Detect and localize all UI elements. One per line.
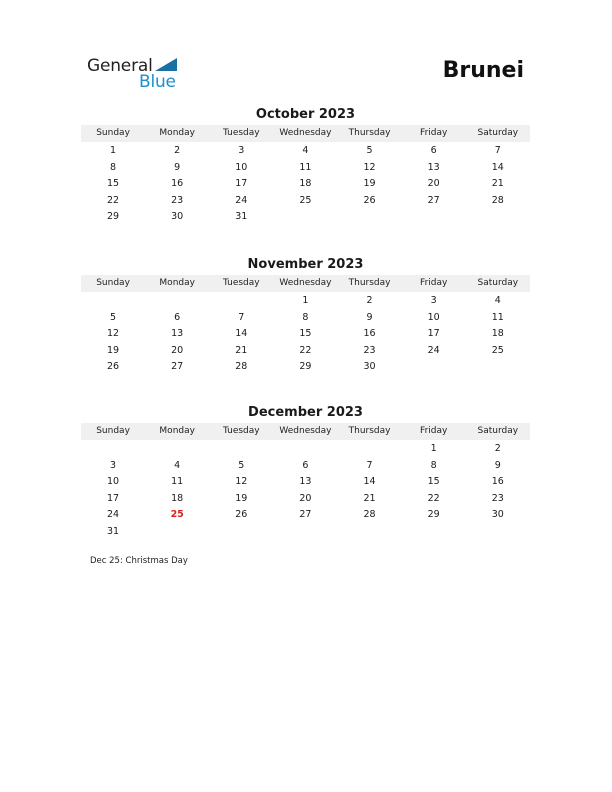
day-cell: 1 (430, 443, 437, 454)
day-cell (338, 209, 402, 226)
week-row (81, 193, 530, 210)
day-cell: 26 (107, 361, 120, 373)
weekday-label: Wednesday (279, 128, 332, 138)
day-cell (81, 293, 145, 310)
day-cell (209, 293, 273, 310)
day-cell: 21 (491, 178, 504, 190)
day-cell: 3 (430, 295, 437, 306)
weekday-label: Monday (159, 278, 195, 288)
day-cell: 24 (107, 509, 120, 521)
month-title: December 2023 (248, 405, 363, 420)
day-cell: 1 (110, 145, 117, 156)
day-cell: 3 (110, 459, 117, 471)
day-cell: 6 (430, 145, 437, 156)
day-cell: 22 (299, 344, 312, 356)
day-cell: 18 (491, 328, 504, 340)
week-row (81, 326, 530, 343)
day-cell: 21 (363, 492, 376, 504)
day-cell: 16 (171, 178, 184, 190)
day-cell (402, 359, 466, 376)
day-cell: 7 (366, 459, 373, 471)
week-row (81, 491, 530, 508)
day-cell: 8 (110, 161, 117, 173)
weekday-label: Friday (420, 128, 448, 138)
day-cell: 10 (235, 161, 248, 173)
day-cell: 20 (171, 344, 184, 356)
day-cell: 4 (174, 459, 181, 471)
month-calendar (81, 106, 530, 226)
day-cell: 10 (427, 311, 440, 323)
day-cell: 25 (491, 344, 504, 356)
day-cell: 22 (107, 194, 120, 206)
brand-logo (87, 56, 187, 96)
day-cell: 17 (427, 328, 440, 340)
day-cell (81, 441, 145, 458)
day-cell: 29 (427, 509, 440, 521)
week-row (81, 143, 530, 160)
day-cell (466, 209, 530, 226)
day-cell (273, 441, 337, 458)
day-cell: 15 (427, 476, 440, 488)
week-row (81, 209, 530, 226)
week-row (81, 293, 530, 310)
weekday-label: Tuesday (223, 278, 260, 288)
day-cell: 16 (491, 476, 504, 488)
day-cell: 3 (238, 145, 245, 156)
day-cell: 5 (238, 459, 245, 471)
day-cell: 8 (430, 459, 437, 471)
day-cell: 30 (363, 361, 376, 373)
weekday-label: Wednesday (279, 278, 332, 288)
day-cell: 6 (174, 311, 181, 323)
day-cell (145, 524, 209, 541)
day-cell: 11 (491, 311, 504, 323)
day-cell: 25 (170, 509, 184, 521)
day-cell: 14 (491, 161, 504, 173)
day-cell: 13 (171, 328, 184, 340)
day-cell: 16 (363, 328, 376, 340)
day-cell: 4 (494, 295, 501, 306)
day-cell: 31 (235, 211, 248, 223)
day-cell: 15 (107, 178, 120, 190)
day-cell (209, 524, 273, 541)
day-cell: 28 (363, 509, 376, 521)
day-cell (273, 209, 337, 226)
day-cell: 2 (174, 145, 181, 156)
logo-word-general: General (87, 56, 153, 76)
week-row (81, 176, 530, 193)
day-cell: 24 (427, 344, 440, 356)
day-cell: 30 (171, 211, 184, 223)
day-cell (402, 524, 466, 541)
day-cell: 11 (171, 476, 184, 488)
logo-word-blue: Blue (139, 72, 176, 92)
day-cell: 29 (107, 211, 120, 223)
weekday-label: Monday (159, 426, 195, 436)
week-row (81, 458, 530, 475)
week-row (81, 160, 530, 177)
weekday-label: Friday (420, 426, 448, 436)
weekday-label: Sunday (96, 278, 130, 288)
month-calendar (81, 404, 530, 541)
day-cell (145, 293, 209, 310)
weekday-label: Thursday (348, 426, 391, 436)
day-cell: 19 (107, 344, 120, 356)
holiday-note: Dec 25: Christmas Day (90, 556, 188, 566)
day-cell: 8 (302, 311, 309, 323)
day-cell (209, 441, 273, 458)
day-cell: 17 (107, 492, 120, 504)
day-cell: 9 (366, 311, 373, 323)
day-cell: 18 (171, 492, 184, 504)
day-cell: 26 (363, 194, 376, 206)
day-cell: 23 (171, 194, 184, 206)
weekday-label: Sunday (96, 426, 130, 436)
day-cell: 31 (107, 525, 120, 537)
day-cell: 28 (235, 361, 248, 373)
day-cell: 13 (427, 161, 440, 173)
day-cell: 28 (491, 194, 504, 206)
day-cell: 11 (299, 161, 312, 173)
day-cell (466, 524, 530, 541)
week-row (81, 507, 530, 524)
day-cell: 29 (299, 361, 312, 373)
day-cell: 20 (299, 492, 312, 504)
day-cell: 14 (235, 328, 248, 340)
day-cell (145, 441, 209, 458)
day-cell: 15 (299, 328, 312, 340)
day-cell: 27 (299, 509, 312, 521)
weekday-label: Friday (420, 278, 448, 288)
day-cell: 7 (238, 311, 245, 323)
day-cell: 22 (427, 492, 440, 504)
day-cell (402, 209, 466, 226)
month-title: November 2023 (247, 257, 364, 272)
day-cell (338, 524, 402, 541)
day-cell (338, 441, 402, 458)
day-cell: 6 (302, 459, 309, 471)
day-cell: 2 (494, 443, 501, 454)
day-cell: 12 (107, 328, 120, 340)
weekday-label: Tuesday (223, 128, 260, 138)
week-row (81, 359, 530, 376)
weekday-header (81, 125, 530, 142)
weekday-label: Thursday (348, 128, 391, 138)
month-title: October 2023 (255, 107, 356, 122)
day-cell: 18 (299, 178, 312, 190)
country-title: Brunei (442, 58, 524, 83)
day-cell: 21 (235, 344, 248, 356)
day-cell: 17 (235, 178, 248, 190)
weekday-header (81, 423, 530, 440)
day-cell: 14 (363, 476, 376, 488)
weekday-label: Wednesday (279, 426, 332, 436)
weekday-label: Tuesday (223, 426, 260, 436)
day-cell: 30 (491, 509, 504, 521)
day-cell: 25 (299, 194, 312, 206)
day-cell: 5 (110, 311, 117, 323)
day-cell: 27 (171, 361, 184, 373)
day-cell: 2 (366, 295, 373, 306)
month-calendar (81, 256, 530, 376)
weekday-label: Monday (159, 128, 195, 138)
week-row (81, 524, 530, 541)
weekday-label: Sunday (96, 128, 130, 138)
day-cell: 9 (494, 459, 501, 471)
day-cell: 1 (302, 295, 309, 306)
day-cell: 9 (174, 161, 181, 173)
week-row (81, 310, 530, 327)
day-cell: 23 (363, 344, 376, 356)
day-cell (273, 524, 337, 541)
day-cell: 4 (302, 145, 309, 156)
day-cell: 7 (494, 145, 501, 156)
day-cell: 10 (107, 476, 120, 488)
day-cell: 12 (235, 476, 248, 488)
day-cell: 19 (363, 178, 376, 190)
weekday-label: Saturday (477, 426, 519, 436)
logo-triangle-icon (155, 58, 177, 71)
weekday-label: Saturday (477, 128, 519, 138)
day-cell: 13 (299, 476, 312, 488)
weekday-label: Saturday (477, 278, 519, 288)
week-row (81, 474, 530, 491)
day-cell: 27 (427, 194, 440, 206)
weekday-label: Thursday (348, 278, 391, 288)
day-cell (466, 359, 530, 376)
weekday-header (81, 275, 530, 292)
day-cell: 5 (366, 145, 373, 156)
day-cell: 20 (427, 178, 440, 190)
week-row (81, 343, 530, 360)
day-cell: 19 (235, 492, 248, 504)
day-cell: 12 (363, 161, 376, 173)
day-cell: 23 (491, 492, 504, 504)
day-cell: 24 (235, 194, 248, 206)
day-cell: 26 (235, 509, 248, 521)
week-row (81, 441, 530, 458)
